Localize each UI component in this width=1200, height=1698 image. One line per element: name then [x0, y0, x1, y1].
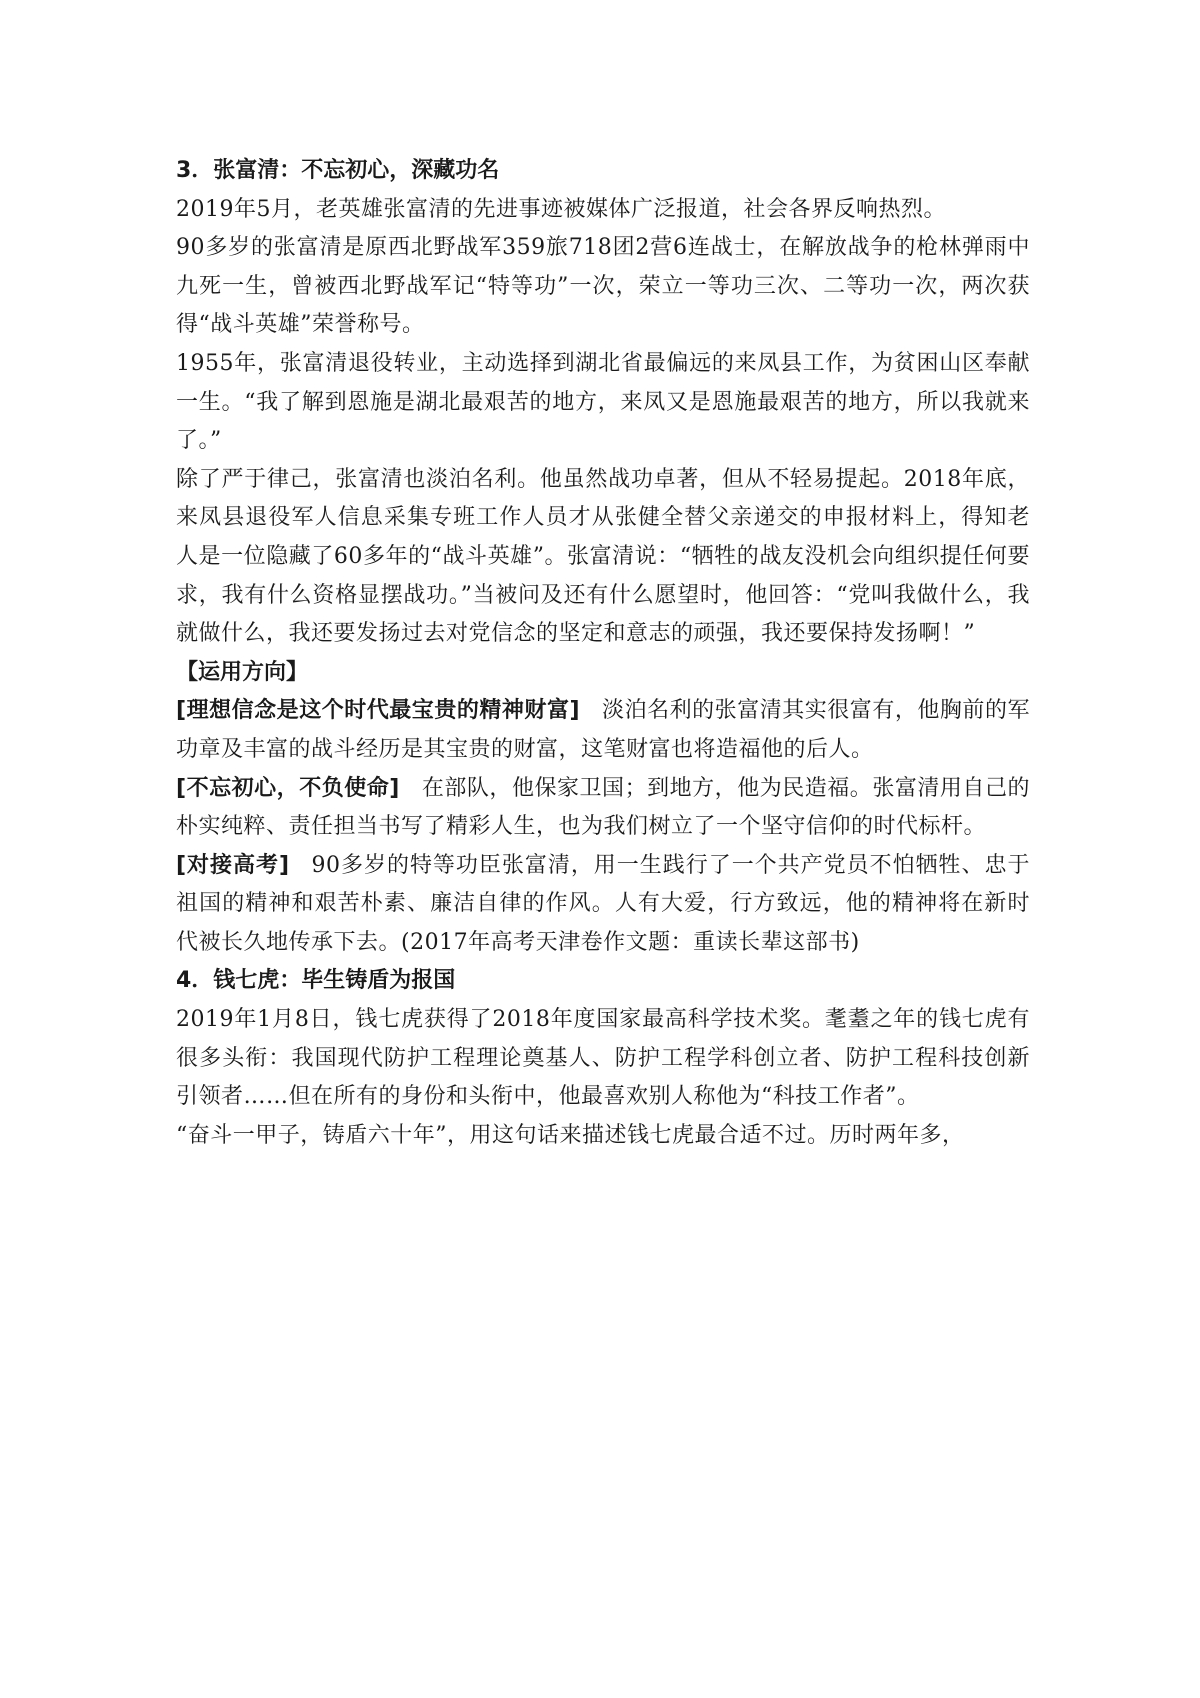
usage-item-3 [176, 847, 1030, 963]
section-4-paragraph-2: “奋斗一甲子，铸盾六十年”，用这句话来描述钱七虎最合适不过。历时两年多， [176, 1122, 965, 1148]
section-3-paragraph-2: 90多岁的张富清是原西北野战军359旅718团2营6连战士，在解放战争的枪林弹雨中九死一生，曾被西北野战军记“特等功”一次，荣立一等功三次、二等功一次，两次获得“战斗英雄”荣誉称号。 [176, 235, 1030, 338]
section-3-paragraph-1: 2019年5月，老英雄张富清的先进事迹被媒体广泛报道，社会各界反响热烈。 [176, 196, 946, 222]
section-4-heading: 4．钱七虎：毕生铸盾为报国 [176, 968, 456, 994]
section-4-paragraph-1: 2019年1月8日，钱七虎获得了2018年度国家最高科学技术奖。耄耋之年的钱七虎有很多头衔：我国现代防护工程理论奠基人、防护工程学科创立者、防护工程科技创新引领者……但在所有的身份和头衔中，他最喜欢别人称他为“科技工作者”。 [176, 1007, 1030, 1110]
usage-tag-1: [理想信念是这个时代最宝贵的精神财富] [176, 698, 581, 724]
usage-item-1 [176, 692, 1030, 769]
usage-text-3: 90多岁的特等功臣张富清，用一生践行了一个共产党员不怕牺牲、忠于祖国的精神和艰苦朴素、廉洁自律的作风。人有大爱，行方致远，他的精神将在新时代被长久地传承下去。(2017年高考天津卷作文题：重读长辈这部书) [176, 852, 1030, 955]
section-3-paragraph-3: 1955年，张富清退役转业，主动选择到湖北省最偏远的来凤县工作，为贫困山区奉献一生。“我了解到恩施是湖北最艰苦的地方，来凤又是恩施最艰苦的地方，所以我就来了。” [176, 350, 1030, 454]
usage-heading: 【运用方向】 [176, 659, 309, 685]
usage-item-2 [176, 770, 1030, 847]
usage-text-2: 在部队，他保家卫国；到地方，他为民造福。张富清用自己的朴实纯粹、责任担当书写了精彩人生，也为我们树立了一个坚守信仰的时代标杆。 [176, 775, 1030, 840]
usage-tag-3: [对接高考] [176, 852, 290, 878]
section-3-heading: 3．张富清：不忘初心，深藏功名 [176, 158, 500, 183]
usage-text-1: 淡泊名利的张富清其实很富有，他胸前的军功章及丰富的战斗经历是其宝贵的财富，这笔财富也将造福他的后人。 [176, 698, 1030, 762]
usage-tag-2: [不忘初心，不负使命] [176, 775, 400, 801]
section-3-paragraph-4: 除了严于律己，张富清也淡泊名利。他虽然战功卓著，但从不轻易提起。2018年底，来凤县退役军人信息采集专班工作人员才从张健全替父亲递交的申报材料上，得知老人是一位隐藏了60多年的“战斗英雄”。张富清说：“牺牲的战友没机会向组织提任何要求，我有什么资格显摆战功。”当被问及还有什么愿望时，他回答：“党叫我做什么，我就做什么，我还要发扬过去对党信念的坚定和意志的顽强，我还要保持发扬啊！” [176, 466, 1030, 647]
